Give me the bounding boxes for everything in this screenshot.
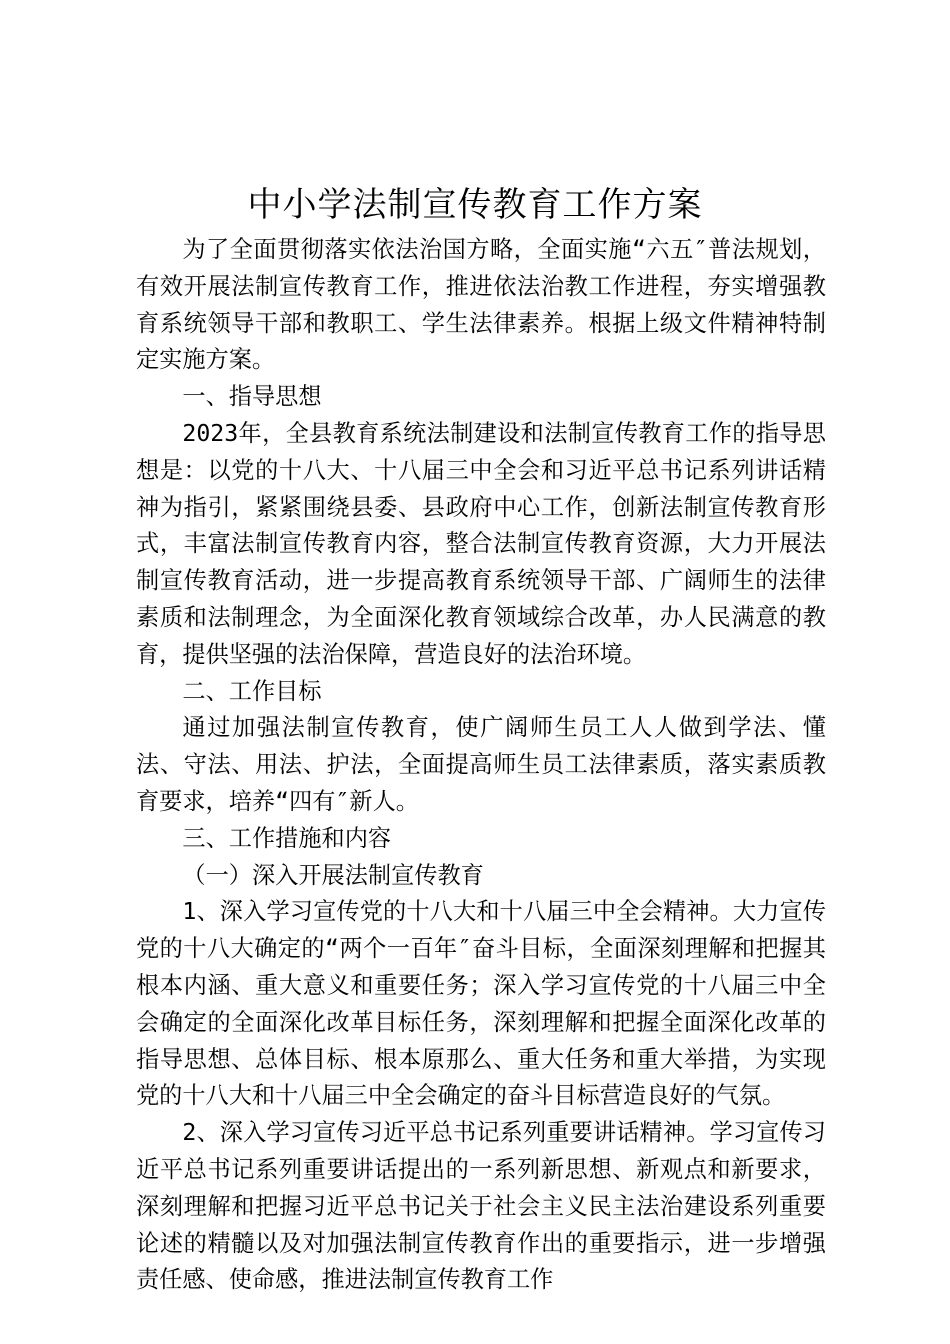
document-body xyxy=(136,232,826,1299)
measure-item-2: 2、深入学习宣传习近平总书记系列重要讲话精神。学习宣传习近平总书记系列重要讲话提出的一系列新思想、新观点和新要求，深刻理解和把握习近平总书记关于社会主义民主法治建设系列重要论述的精髓以及对加强法制宣传教育作出的重要指示，进一步增强责任感、使命感，推进法制宣传教育工作 xyxy=(136,1119,826,1294)
subsection-heading-education: （一）深入开展法制宣传教育 xyxy=(182,861,484,889)
goals-paragraph: 通过加强法制宣传教育，使广阔师生员工人人做到学法、懂法、守法、用法、护法，全面提高师生员工法律素质，落实素质教育要求，培养“四有″新人。 xyxy=(136,714,826,815)
intro-paragraph: 为了全面贯彻落实依法治国方略，全面实施“六五″普法规划，有效开展法制宣传教育工作，推进依法治教工作进程，夯实增强教育系统领导干部和教职工、学生法律素养。根据上级文件精神特制定实施方案。 xyxy=(136,236,826,374)
section-heading-measures: 三、工作措施和内容 xyxy=(182,824,392,852)
document-title: 中小学法制宣传教育工作方案 xyxy=(247,185,703,225)
guiding-thought-paragraph: 2023年，全县教育系统法制建设和法制宣传教育工作的指导思想是：以党的十八大、十八届三中全会和习近平总书记系列讲话精神为指引，紧紧围绕县委、县政府中心工作，创新法制宣传教育形式，丰富法制宣传教育内容，整合法制宣传教育资源，大力开展法制宣传教育活动，进一步提高教育系统领导干部、广阔师生的法律素质和法制理念，为全面深化教育领域综合改革，办人民满意的教育，提供坚强的法治保障，营造良好的法治环境。 xyxy=(136,419,826,668)
section-heading-guiding-thought: 一、指导思想 xyxy=(182,383,322,411)
section-heading-goals: 二、工作目标 xyxy=(182,677,322,705)
measure-item-1: 1、深入学习宣传党的十八大和十八届三中全会精神。大力宣传党的十八大确定的“两个一百年″奋斗目标，全面深刻理解和把握其根本内涵、重大意义和重要任务；深入学习宣传党的十八届三中全会确定的全面深化改革目标任务，深刻理解和把握全面深化改革的指导思想、总体目标、根本原那么、重大任务和重大举措，为实现党的十八大和十八届三中全会确定的奋斗目标营造良好的气氛。 xyxy=(136,898,826,1110)
